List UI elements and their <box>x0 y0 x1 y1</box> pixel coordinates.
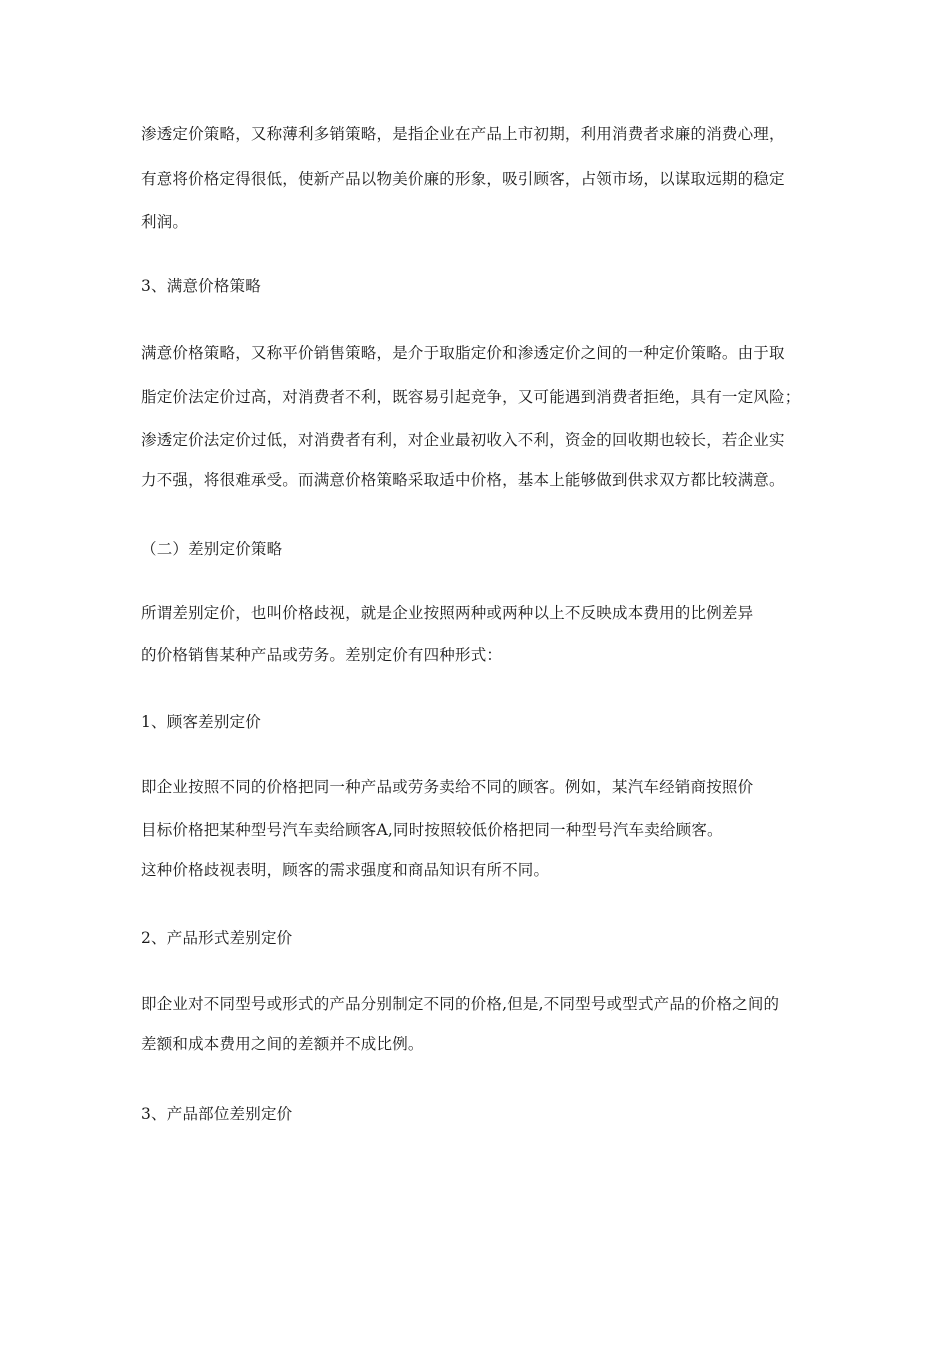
paragraph-line: 渗透定价法定价过低，对消费者有利，对企业最初收入不利，资金的回收期也较长，若企业实 <box>141 431 785 449</box>
paragraph-line: 所谓差别定价，也叫价格歧视，就是企业按照两种或两种以上不反映成本费用的比例差异 <box>141 604 754 622</box>
paragraph-line: 有意将价格定得很低，使新产品以物美价廉的形象，吸引顾客，占领市场，以谋取远期的稳定 <box>141 170 785 188</box>
paragraph-line: 这种价格歧视表明，顾客的需求强度和商品知识有所不同。 <box>141 861 550 879</box>
section-heading: 3、产品部位差别定价 <box>141 1105 293 1123</box>
paragraph-line: 力不强，将很难承受。而满意价格策略采取适中价格，基本上能够做到供求双方都比较满意。 <box>141 471 785 489</box>
paragraph-line: 即企业按照不同的价格把同一种产品或劳务卖给不同的顾客。例如，某汽车经销商按照价 <box>141 778 754 796</box>
section-heading: （二）差别定价策略 <box>141 540 283 558</box>
paragraph-line: 脂定价法定价过高，对消费者不利，既容易引起竞争，又可能遇到消费者拒绝，具有一定风险； <box>141 388 801 406</box>
paragraph-line: 即企业对不同型号或形式的产品分别制定不同的价格,但是,不同型号或型式产品的价格之间的 <box>141 995 780 1013</box>
paragraph-line: 的价格销售某种产品或劳务。差别定价有四种形式： <box>141 646 503 664</box>
section-heading: 2、产品形式差别定价 <box>141 929 293 947</box>
paragraph-line: 利润。 <box>141 213 189 231</box>
section-heading: 1、顾客差别定价 <box>141 713 261 731</box>
section-heading: 3、满意价格策略 <box>141 277 261 295</box>
paragraph-line: 渗透定价策略，又称薄利多销策略，是指企业在产品上市初期，利用消费者求廉的消费心理， <box>141 125 785 143</box>
paragraph-line: 目标价格把某种型号汽车卖给顾客A,同时按照较低价格把同一种型号汽车卖给顾客。 <box>141 821 723 839</box>
paragraph-line: 差额和成本费用之间的差额并不成比例。 <box>141 1035 424 1053</box>
paragraph-line: 满意价格策略，又称平价销售策略，是介于取脂定价和渗透定价之间的一种定价策略。由于取 <box>141 344 785 362</box>
